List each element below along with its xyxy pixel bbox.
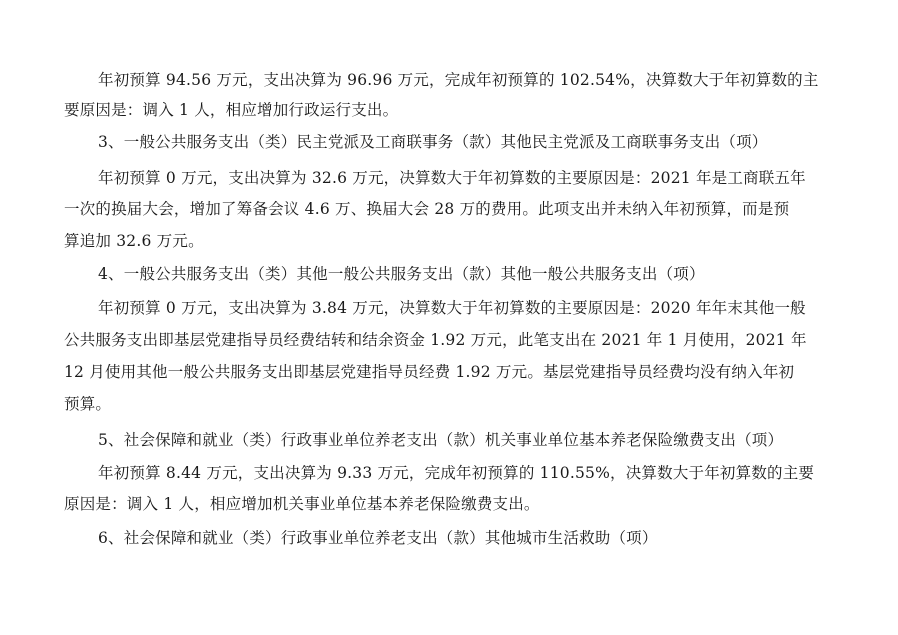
text-line-13: 年初预算 8.44 万元，支出决算为 9.33 万元，完成年初预算的 110.55%，决算数大于年初算数的主要 [98, 464, 815, 482]
text-line-8: 年初预算 0 万元，支出决算为 3.84 万元，决算数大于年初算数的主要原因是：2020 年年末其他一般 [98, 299, 806, 317]
text-line-9: 公共服务支出即基层党建指导员经费结转和结余资金 1.92 万元，此笔支出在 2021 年 1 月使用，2021 年 [64, 331, 807, 349]
section-heading-4: 4、一般公共服务支出（类）其他一般公共服务支出（款）其他一般公共服务支出（项） [98, 265, 705, 283]
text-line-10: 12 月使用其他一般公共服务支出即基层党建指导员经费 1.92 万元。基层党建指导员经费均没有纳入年初 [64, 363, 795, 381]
text-line-14: 原因是：调入 1 人，相应增加机关事业单位基本养老保险缴费支出。 [64, 495, 540, 513]
section-heading-6: 6、社会保障和就业（类）行政事业单位养老支出（款）其他城市生活救助（项） [98, 529, 658, 547]
section-heading-3: 3、一般公共服务支出（类）民主党派及工商联事务（款）其他民主党派及工商联事务支出（项） [98, 133, 768, 151]
text-line-11: 预算。 [64, 395, 112, 413]
text-line-4: 年初预算 0 万元，支出决算为 32.6 万元，决算数大于年初算数的主要原因是：2021 年是工商联五年 [98, 169, 806, 187]
text-line-2: 要原因是：调入 1 人，相应增加行政运行支出。 [64, 101, 399, 119]
text-line-6: 算追加 32.6 万元。 [64, 232, 204, 250]
text-line-1: 年初预算 94.56 万元，支出决算为 96.96 万元，完成年初预算的 102.54%，决算数大于年初算数的主 [98, 71, 819, 89]
section-heading-5: 5、社会保障和就业（类）行政事业单位养老支出（款）机关事业单位基本养老保险缴费支出（项） [98, 431, 784, 449]
text-line-5: 一次的换届大会，增加了筹备会议 4.6 万、换届大会 28 万的费用。此项支出并未纳入年初预算，而是预 [64, 200, 790, 218]
